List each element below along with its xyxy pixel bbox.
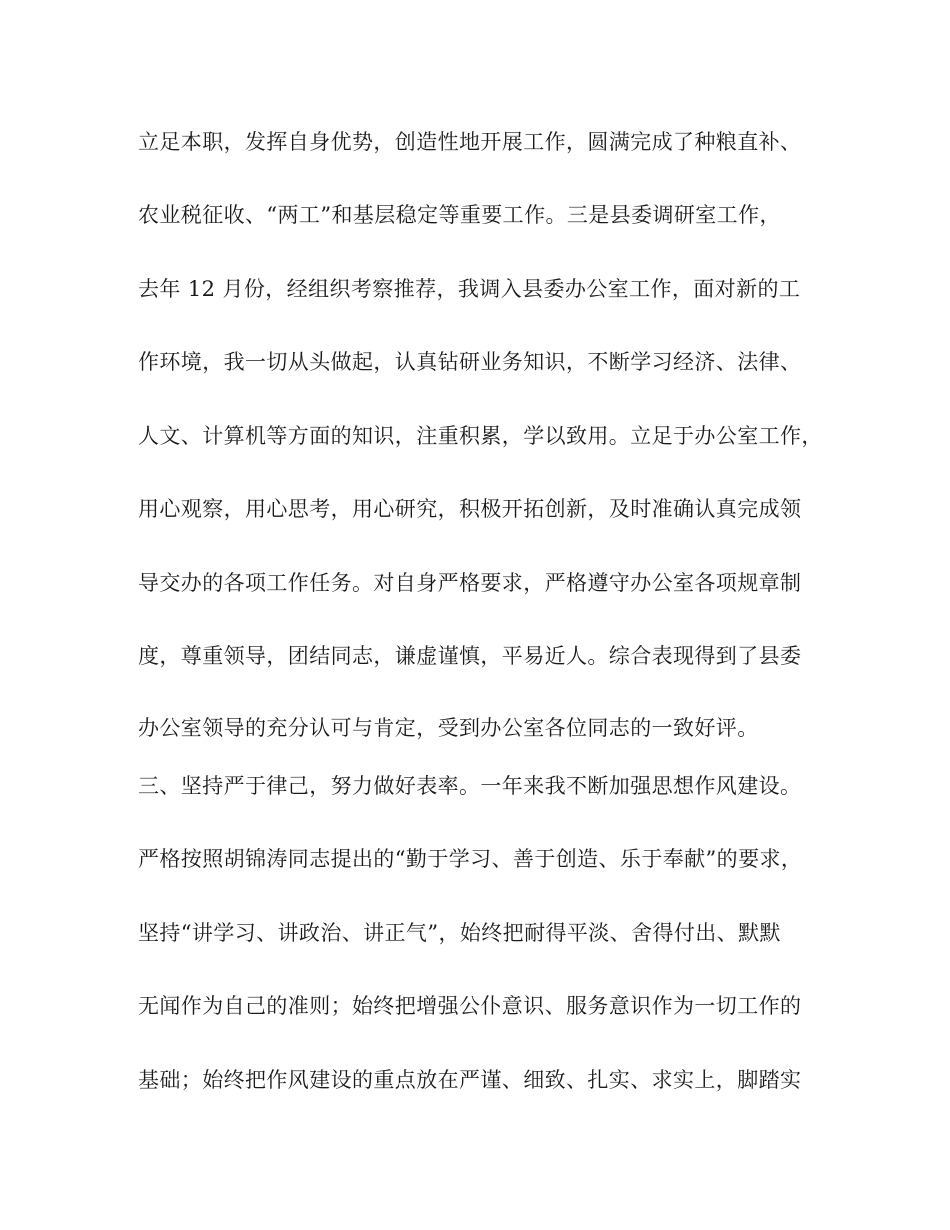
section-heading-3: 三、坚持严于律己，努力做好表率。一年来我不断加强思想作风建设。 bbox=[138, 774, 802, 798]
text-line-4: 作环境，我一切从头做起，认真钻研业务知识，不断学习经济、法律、 bbox=[138, 350, 802, 374]
text-line-1: 立足本职，发挥自身优势，创造性地开展工作，圆满完成了种粮直补、 bbox=[138, 130, 802, 154]
text-line-8: 度，尊重领导，团结同志，谦虚谨慎，平易近人。综合表现得到了县委 bbox=[138, 644, 802, 668]
text-line-5: 人文、计算机等方面的知识，注重积累，学以致用。立足于办公室工作， bbox=[138, 424, 823, 448]
text-line-11: 严格按照胡锦涛同志提出的“勤于学习、善于创造、乐于奉献”的要求， bbox=[138, 847, 803, 871]
text-line-6: 用心观察，用心思考，用心研究，积极开拓创新，及时准确认真完成领 bbox=[138, 497, 802, 521]
text-line-2: 农业税征收、“两工”和基层稳定等重要工作。三是县委调研室工作， bbox=[138, 203, 781, 227]
text-line-9: 办公室领导的充分认可与肯定，受到办公室各位同志的一致好评。 bbox=[138, 716, 759, 740]
text-line-13: 无闻作为自己的准则；始终把增强公仆意识、服务意识作为一切工作的 bbox=[138, 994, 802, 1018]
text-line-7: 导交办的各项工作任务。对自身严格要求，严格遵守办公室各项规章制 bbox=[138, 571, 802, 595]
text-line-14: 基础；始终把作风建设的重点放在严谨、细致、扎实、求实上，脚踏实 bbox=[138, 1068, 802, 1092]
text-line-3: 去年 12 月份，经组织考察推荐，我调入县委办公室工作，面对新的工 bbox=[138, 277, 801, 301]
text-line-12: 坚持“讲学习、讲政治、讲正气”，始终把耐得平淡、舍得付出、默默 bbox=[138, 921, 781, 945]
